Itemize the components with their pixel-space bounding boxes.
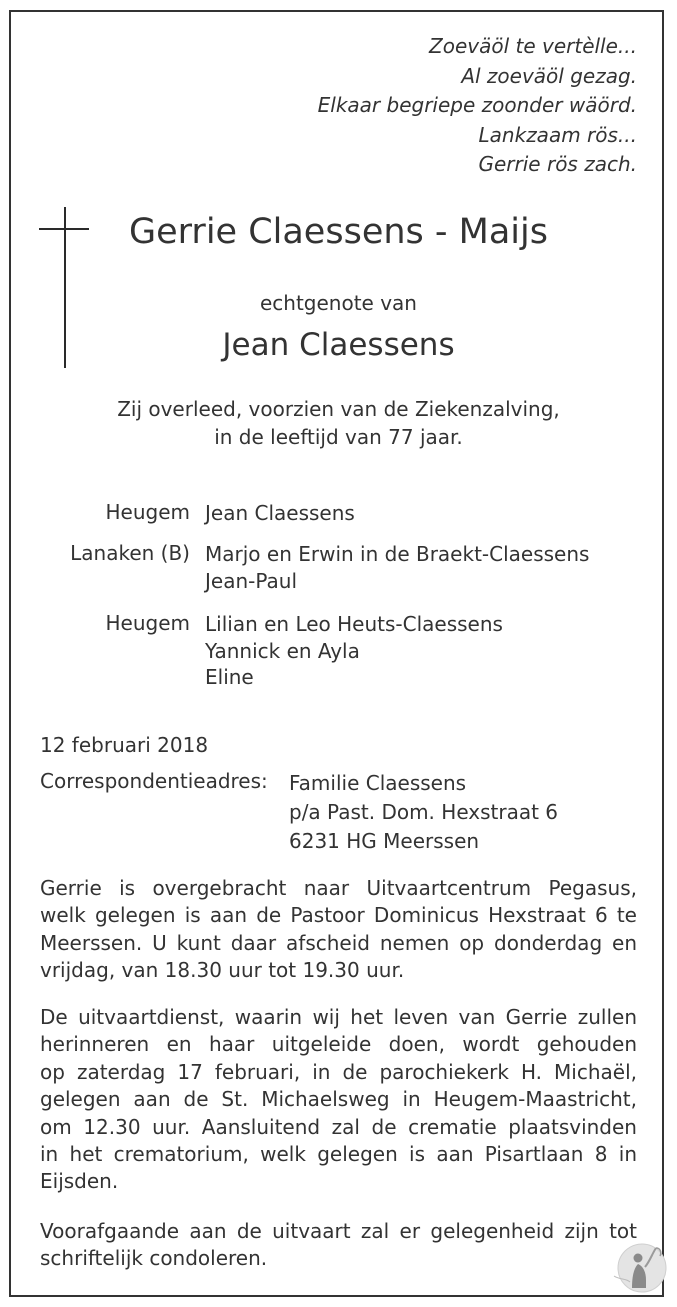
paragraph-line: Meerssen. U kunt daar afscheid nemen op donderdag en: [40, 930, 637, 955]
correspondence-label: Correspondentieadres:: [40, 769, 268, 793]
publisher-logo-icon: [612, 1236, 674, 1298]
family-place: Lanaken (B): [70, 541, 190, 565]
address-line: 6231 HG Meerssen: [289, 829, 480, 853]
paragraph-line: De uitvaartdienst, waarin wij het leven van Gerrie zullen: [40, 1005, 637, 1029]
correspondence-address: [289, 769, 558, 856]
paragraph-line: herinneren en haar uitgeleide doen, wordt gehouden: [40, 1032, 637, 1057]
family-name: Marjo en Erwin in de Braekt-Claessens: [205, 542, 590, 566]
address-line: p/a Past. Dom. Hexstraat 6: [289, 800, 559, 824]
paragraph-line: vrijdag, van 18.30 uur tot 19.30 uur.: [40, 958, 405, 983]
paragraph-line: Eijsden.: [40, 1169, 119, 1194]
family-names: [205, 541, 589, 594]
paragraph-line: schriftelijk condoleren.: [40, 1246, 268, 1271]
family-names: [205, 611, 503, 691]
poem-line: Gerrie rös zach.: [478, 152, 637, 177]
paragraph-line: gelegen aan de St. Michaelsweg in Heugem-Maastricht,: [40, 1087, 637, 1112]
family-name: Jean Claessens: [205, 501, 355, 525]
spouse-label: echtgenote van: [259, 291, 417, 315]
notice-date: 12 februari 2018: [40, 733, 209, 757]
paragraph-funeral: [40, 1004, 637, 1196]
paragraph-line: om 12.30 uur. Aansluitend zal de crematie plaatsvinden: [40, 1114, 637, 1139]
obituary-line: in de leeftijd van 77 jaar.: [214, 424, 463, 449]
family-name: Yannick en Ayla: [205, 638, 360, 663]
paragraph-viewing: [40, 875, 637, 985]
address-line: Familie Claessens: [289, 771, 467, 795]
spouse-name: Jean Claessens: [222, 327, 455, 363]
obituary-line: Zij overleed, voorzien van de Ziekenzalving,: [117, 397, 560, 421]
family-place: Heugem: [105, 500, 190, 524]
poem: [318, 32, 637, 180]
paragraph-line: Voorafgaande aan de uitvaart zal er gelegenheid zijn tot: [40, 1219, 637, 1243]
obituary-text: [0, 396, 677, 451]
poem-line: Elkaar begriepe zoonder wäörd.: [317, 93, 637, 118]
paragraph-line: in het crematorium, welk gelegen is aan Pisartlaan 8 in: [40, 1142, 637, 1167]
paragraph-line: welk gelegen is aan de Pastoor Dominicus Hexstraat 6 te: [40, 903, 637, 928]
family-name: Eline: [205, 665, 254, 689]
family-place: Heugem: [105, 611, 190, 635]
poem-line: Zoeväöl te vertèlle...: [429, 34, 637, 58]
family-names: [205, 500, 355, 527]
family-name: Lilian en Leo Heuts-Claessens: [205, 612, 503, 636]
deceased-name: Gerrie Claessens - Maijs: [129, 212, 548, 252]
paragraph-line: Gerrie is overgebracht naar Uitvaartcentrum Pegasus,: [40, 876, 637, 900]
family-name: Jean-Paul: [205, 568, 298, 593]
paragraph-condolences: [40, 1218, 637, 1273]
poem-line: Al zoeväöl gezag.: [461, 63, 637, 88]
poem-line: Lankzaam rös...: [478, 122, 637, 147]
paragraph-line: op zaterdag 17 februari, in de parochiekerk H. Michaël,: [40, 1059, 637, 1084]
